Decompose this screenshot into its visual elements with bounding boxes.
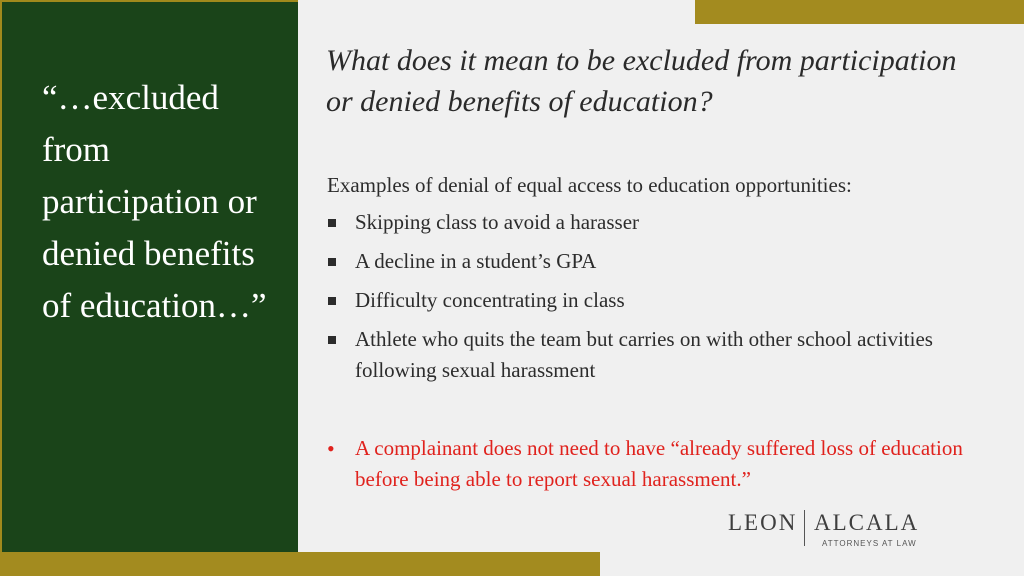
list-item [327,324,977,386]
slide-heading: What does it mean to be excluded from participation or denied benefits of education? [326,44,957,118]
complainant-note-text: A complainant does not need to have “already suffered loss of education before being able to report sexual harassment.” [355,436,963,491]
firm-logo [728,508,928,552]
square-bullet-icon [328,219,336,227]
top-accent-bar [695,0,1024,24]
examples-intro: Examples of denial of equal access to education opportunities: [327,173,852,197]
list-item [327,207,977,238]
quote-text: “…excluded from participation or denied benefits of education…” [42,78,267,325]
list-item [327,285,977,316]
logo-divider [804,510,805,546]
quote-panel [0,0,298,552]
square-bullet-icon [328,258,336,266]
list-item-text: A decline in a student’s GPA [355,249,597,273]
logo-word-alcala: ALCALA [814,510,920,535]
logo-word-leon: LEON [728,510,798,535]
examples-list [327,207,977,394]
list-item [327,246,977,277]
list-item-text: Difficulty concentrating in class [355,288,625,312]
square-bullet-icon [328,297,336,305]
bottom-accent-bar [0,552,600,576]
list-item-text: Skipping class to avoid a harasser [355,210,640,234]
complainant-note [327,433,977,495]
round-bullet-icon: • [327,436,335,461]
list-item-text: Athlete who quits the team but carries on with other school activities following sexual harassment [355,327,933,382]
square-bullet-icon [328,336,336,344]
logo-subtitle: ATTORNEYS AT LAW [822,539,917,548]
